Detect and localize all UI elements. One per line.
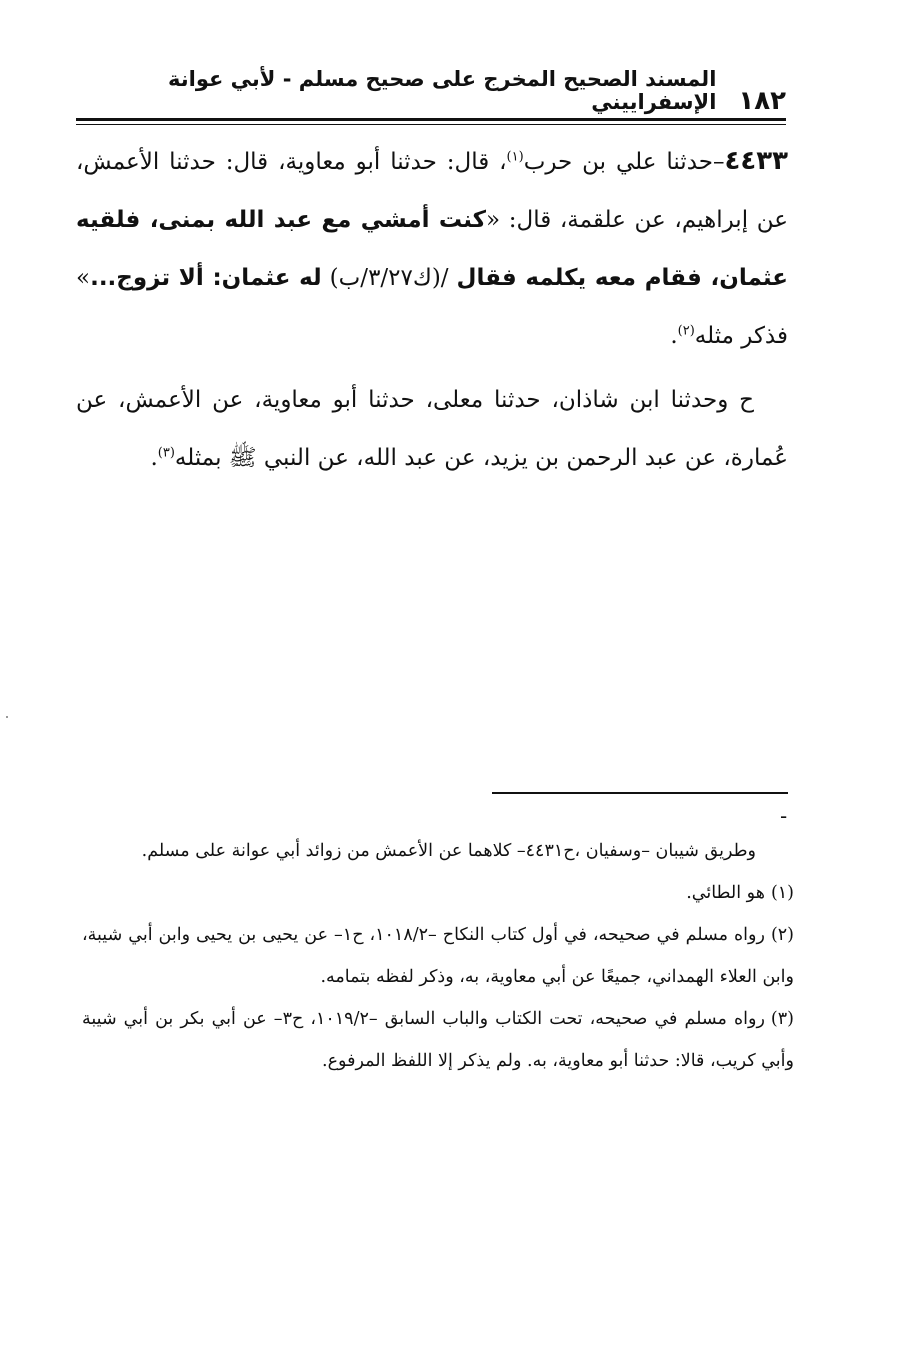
running-title: المسند الصحيح المخرج على صحيح مسلم - لأبي عوانة الإسفراييني: [168, 66, 717, 114]
footnote-separator: [492, 792, 788, 794]
footnote-text: رواه مسلم في صحيحه، في أول كتاب النكاح –١٠١٨/٢، ح١– عن يحيى بن يحيى وابن أبي شيبة، وابن العلاء الهمداني، جميعًا عن أبي معاوية، به، وذكر لفظه بتمامه.: [82, 925, 794, 987]
page-number: ١٨٢: [738, 86, 786, 116]
footnote-item: [82, 914, 794, 998]
header-rule-thick: [76, 118, 786, 121]
text-segment: .: [670, 323, 678, 349]
margin-speck: [6, 716, 8, 718]
separator-mark: -: [780, 804, 788, 828]
header-rule-thin: [76, 124, 786, 125]
footnote-text: هو الطائي.: [686, 883, 765, 903]
footnote-text: رواه مسلم في صحيحه، تحت الكتاب والباب السابق –١٠١٩/٢، ح٣– عن أبي بكر بن أبي شيبة وأبي كريب، قالا: حدثنا أبو معاوية، به. ولم يذكر إلا اللفظ المرفوع.: [82, 1009, 794, 1071]
bold-quote-1: كنت أمشي مع عبد الله بمنى، فلقيه عثمان، فقام معه يكلمه فقال: [76, 207, 788, 291]
footnote-continued: وطريق شيبان –وسفيان ،ح٤٤٣١– كلاهما عن الأعمش من زوائد أبي عوانة على مسلم.: [141, 841, 756, 861]
manuscript-ref: /(ك٣/٢٧/ب): [321, 265, 457, 291]
text-segment: –حدثنا علي بن حرب: [523, 149, 725, 175]
page-header: [76, 66, 786, 116]
footnote-label: (١): [770, 883, 794, 903]
footnote-label: (٣): [770, 1009, 794, 1029]
footnote-ref-3: (٣): [157, 445, 175, 461]
footnote-ref-2: (٢): [677, 323, 695, 339]
hadith-paragraph: [76, 132, 788, 365]
text-segment: ح وحدثنا ابن شاذان، حدثنا معلى، حدثنا أبو معاوية، عن الأعمش، عن عُمارة، عن عبد الرحمن بن يزيد، عن عبد الله، عن النبي ﷺ بمثله: [76, 387, 788, 471]
text-segment: ، قال: حدثنا أبو معاوية، قال: حدثنا الأعمش، عن إبراهيم، عن علقمة، قال: «: [76, 149, 788, 233]
bold-quote-2: له عثمان: ألا تزوج...: [90, 265, 322, 291]
footnote-item: [82, 872, 794, 914]
hadith-number: ٤٤٣٣: [724, 146, 788, 176]
text-segment: » فذكر مثله: [76, 265, 788, 349]
footnote-label: (٢): [770, 925, 794, 945]
footnote-ref-1: (١): [506, 149, 524, 165]
main-text: [76, 132, 788, 487]
footnotes: [82, 830, 794, 1082]
chain-paragraph: [76, 371, 788, 487]
text-segment: .: [150, 445, 158, 471]
footnote-item: [82, 998, 794, 1082]
